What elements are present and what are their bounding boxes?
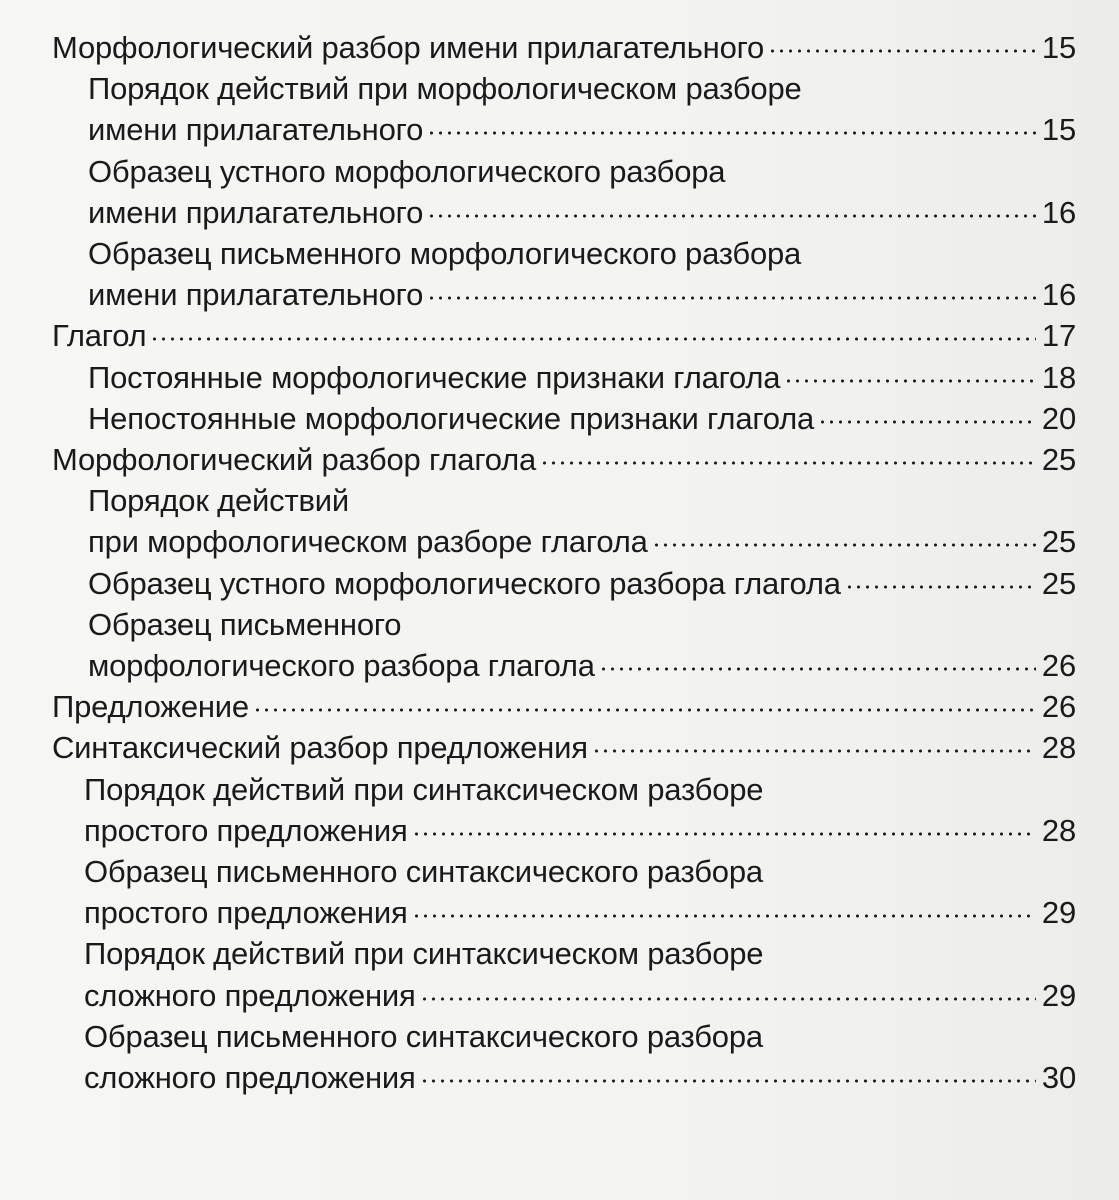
toc-page-number: 28	[1041, 730, 1076, 766]
toc-entry[interactable]	[52, 933, 1076, 1015]
toc-entry-title: простого предложения	[84, 895, 408, 931]
toc-entry-title: Предложение	[52, 689, 249, 725]
toc-entry[interactable]	[52, 604, 1076, 686]
toc-entry-title: имени прилагательного	[88, 194, 424, 230]
dot-leader	[420, 996, 1036, 1002]
toc-entry[interactable]	[52, 480, 1076, 562]
toc-entry-title: Непостоянные морфологические признаки глагола	[88, 400, 815, 436]
toc-entry-title: Порядок действий при морфологическом разборе	[88, 71, 802, 107]
toc-entry-title: Образец устного морфологического разбора	[88, 153, 726, 189]
toc-entry[interactable]	[52, 357, 1076, 398]
toc-page-number: 25	[1041, 442, 1076, 478]
toc-entry-title: Образец письменного синтаксического разбора	[84, 1018, 763, 1054]
toc-entry-last-line	[52, 439, 1076, 480]
toc-entry[interactable]	[52, 439, 1076, 480]
toc-page-number: 29	[1041, 895, 1076, 931]
toc-entry-last-line	[88, 521, 1076, 562]
toc-entry[interactable]	[52, 27, 1076, 68]
toc-entry[interactable]	[52, 727, 1076, 768]
toc-entry-title: сложного предложения	[84, 977, 416, 1013]
toc-page-number: 29	[1041, 977, 1076, 1013]
toc-entry-title: Порядок действий при синтаксическом разборе	[84, 771, 764, 807]
toc-entry[interactable]	[52, 68, 1076, 150]
dot-leader	[540, 460, 1036, 466]
toc-entry-title: имени прилагательного	[88, 277, 424, 313]
toc-entry-title: Синтаксический разбор предложения	[52, 730, 588, 766]
toc-entry-last-line	[52, 27, 1076, 68]
toc-entry-last-line	[88, 357, 1076, 398]
toc-entry-title: при морфологическом разборе глагола	[88, 524, 648, 560]
toc-page-number: 26	[1041, 689, 1076, 725]
dot-leader	[427, 295, 1036, 301]
toc-page-number: 30	[1041, 1060, 1076, 1096]
toc-entry-line	[88, 604, 1076, 645]
dot-leader	[253, 707, 1036, 713]
dot-leader	[427, 130, 1036, 136]
dot-leader	[599, 666, 1036, 672]
toc-page-number: 15	[1041, 30, 1076, 65]
toc-entry-line	[88, 480, 1076, 521]
dot-leader	[652, 542, 1036, 548]
toc-entry-last-line	[84, 1057, 1076, 1098]
toc-entry-last-line	[88, 109, 1076, 150]
toc-page-number: 15	[1041, 112, 1076, 148]
toc-page-number: 20	[1041, 400, 1076, 436]
toc-entry-title: Образец письменного синтаксического разбора	[84, 854, 763, 890]
toc-page-number: 28	[1041, 812, 1076, 848]
toc-entry-title: Образец письменного морфологического разбора	[88, 236, 802, 272]
toc-page-number: 17	[1041, 318, 1076, 354]
toc-page-number: 25	[1041, 565, 1076, 601]
toc-entry[interactable]	[52, 563, 1076, 604]
toc-entry-title: Морфологический разбор глагола	[52, 442, 537, 478]
dot-leader	[845, 584, 1036, 590]
toc-entry[interactable]	[52, 315, 1076, 356]
toc-entry-title: Постоянные морфологические признаки глагола	[88, 359, 781, 395]
toc-entry-line	[88, 233, 1076, 274]
toc-entry[interactable]	[52, 151, 1076, 233]
toc-entry[interactable]	[52, 769, 1076, 851]
toc-entry-title: Порядок действий	[88, 483, 349, 519]
toc-page-number: 25	[1041, 524, 1076, 560]
toc-entry-line	[84, 1016, 1076, 1057]
toc-entry-title: Глагол	[52, 318, 147, 354]
toc-entry-last-line	[88, 274, 1076, 315]
toc-entry[interactable]	[52, 233, 1076, 315]
table-of-contents	[52, 27, 1076, 1098]
toc-entry-line	[84, 851, 1076, 892]
dot-leader	[818, 419, 1036, 425]
toc-entry-title: морфологического разбора глагола	[88, 648, 595, 684]
toc-entry-last-line	[88, 398, 1076, 439]
toc-entry-last-line	[84, 975, 1076, 1016]
toc-entry-title: Образец устного морфологического разбора глагола	[88, 565, 841, 601]
toc-entry-title: простого предложения	[84, 812, 408, 848]
dot-leader	[784, 378, 1036, 384]
toc-entry-last-line	[88, 563, 1076, 604]
toc-entry-last-line	[84, 810, 1076, 851]
toc-entry-title: Порядок действий при синтаксическом разборе	[84, 936, 764, 972]
toc-entry[interactable]	[52, 686, 1076, 727]
toc-entry[interactable]	[52, 851, 1076, 933]
dot-leader	[412, 831, 1036, 837]
toc-entry-last-line	[84, 892, 1076, 933]
toc-entry-line	[84, 933, 1076, 974]
toc-entry-title: Образец письменного	[88, 606, 402, 642]
dot-leader	[420, 1078, 1036, 1084]
toc-page-number: 16	[1041, 194, 1076, 230]
toc-entry-last-line	[52, 686, 1076, 727]
toc-page-number: 16	[1041, 277, 1076, 313]
toc-entry-line	[88, 151, 1076, 192]
toc-entry-last-line	[88, 645, 1076, 686]
dot-leader	[427, 213, 1036, 219]
toc-entry-title: сложного предложения	[84, 1060, 416, 1096]
toc-page-number: 18	[1041, 359, 1076, 395]
toc-entry-title: имени прилагательного	[88, 112, 424, 148]
toc-entry-line	[88, 68, 1076, 109]
toc-entry-line	[84, 769, 1076, 810]
dot-leader	[768, 48, 1036, 54]
toc-entry-last-line	[52, 727, 1076, 768]
dot-leader	[412, 913, 1036, 919]
dot-leader	[150, 336, 1036, 342]
toc-entry-last-line	[52, 315, 1076, 356]
toc-entry[interactable]	[52, 398, 1076, 439]
toc-entry-last-line	[88, 192, 1076, 233]
toc-entry-title: Морфологический разбор имени прилагательного	[52, 30, 765, 65]
toc-page-number: 26	[1041, 648, 1076, 684]
dot-leader	[592, 748, 1036, 754]
toc-entry[interactable]	[52, 1016, 1076, 1098]
